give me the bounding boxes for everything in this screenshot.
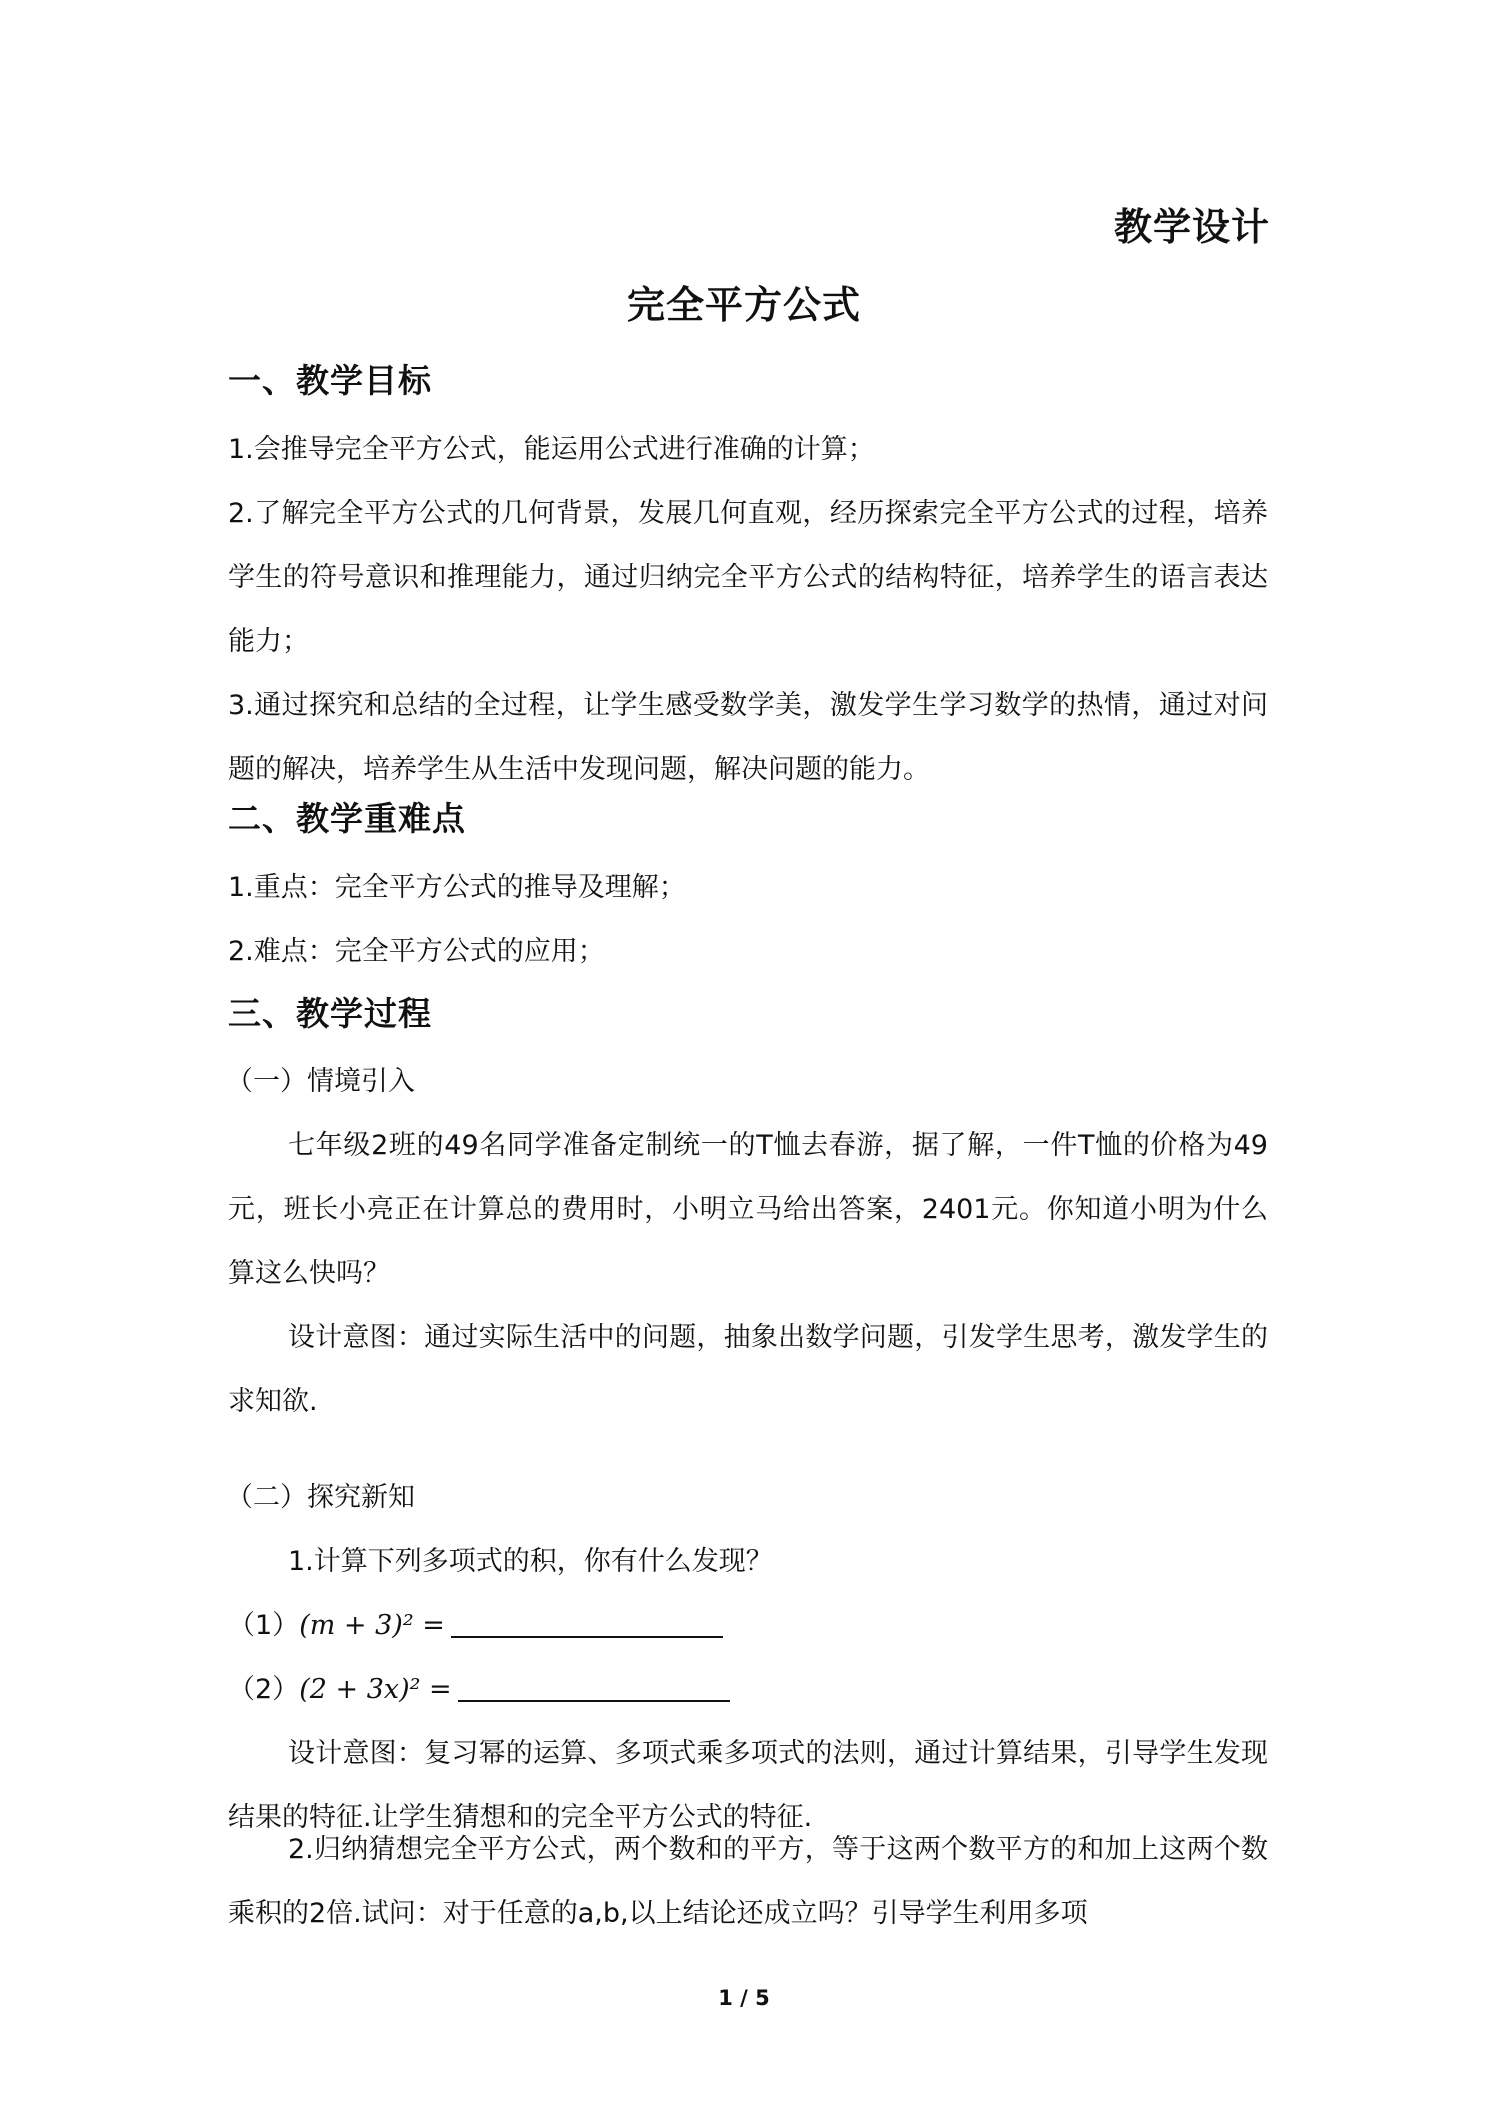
subsection-title-explore: （二）探究新知 bbox=[226, 1482, 415, 1513]
exercise-2-label: （2） bbox=[228, 1674, 300, 1705]
section-heading-key-points: 二、教学重难点 bbox=[228, 799, 466, 838]
exercise-question-1: 1.计算下列多项式的积，你有什么发现？ bbox=[288, 1546, 773, 1577]
exercise-1 bbox=[228, 1594, 723, 1658]
explore-design-intent: 设计意图：复习幂的运算、多项式乘多项式的法则，通过计算结果，引导学生发现结果的特征.让学生猜想和的完全平方公式的特征. bbox=[228, 1738, 1268, 1833]
exercise-2 bbox=[228, 1658, 730, 1722]
objective-item-3: 3.通过探究和总结的全过程，让学生感受数学美，激发学生学习数学的热情，通过对问题的解决，培养学生从生活中发现问题，解决问题的能力。 bbox=[228, 690, 1268, 785]
exercise-2-expression: (2 + 3x)² = bbox=[299, 1674, 452, 1705]
objective-item-2: 2.了解完全平方公式的几何背景，发展几何直观，经历探索完全平方公式的过程，培养学生的符号意识和推理能力，通过归纳完全平方公式的结构特征，培养学生的语言表达能力； bbox=[228, 498, 1268, 657]
document-title: 完全平方公式 bbox=[626, 283, 861, 327]
objective-item-1: 1.会推导完全平方公式，能运用公式进行准确的计算； bbox=[228, 434, 875, 465]
subsection-title-intro: （一）情境引入 bbox=[226, 1066, 415, 1097]
exercise-1-expression: (m + 3)² = bbox=[299, 1610, 445, 1641]
exercise-1-label: （1） bbox=[228, 1610, 300, 1641]
intro-paragraph: 七年级2班的49名同学准备定制统一的T恤去春游，据了解，一件T恤的价格为49元，班长小亮正在计算总的费用时，小明立马给出答案，2401元。你知道小明为什么算这么快吗？ bbox=[228, 1130, 1268, 1289]
key-point-item-2: 2.难点：完全平方公式的应用； bbox=[228, 936, 605, 967]
section-heading-objectives: 一、教学目标 bbox=[228, 361, 432, 400]
key-point-item-1: 1.重点：完全平方公式的推导及理解； bbox=[228, 872, 686, 903]
document-type: 教学设计 bbox=[1113, 205, 1270, 249]
intro-design-intent: 设计意图：通过实际生活中的问题，抽象出数学问题，引发学生思考，激发学生的求知欲. bbox=[228, 1322, 1268, 1417]
answer-blank-2[interactable] bbox=[458, 1670, 730, 1702]
page-number: 1 / 5 bbox=[718, 1986, 770, 2010]
answer-blank-1[interactable] bbox=[451, 1606, 723, 1638]
exercise-question-2: 2.归纳猜想完全平方公式，两个数和的平方，等于这两个数平方的和加上这两个数乘积的2倍.试问：对于任意的a,b,以上结论还成立吗？引导学生利用多项 bbox=[228, 1834, 1268, 1929]
section-heading-process: 三、教学过程 bbox=[228, 994, 432, 1033]
